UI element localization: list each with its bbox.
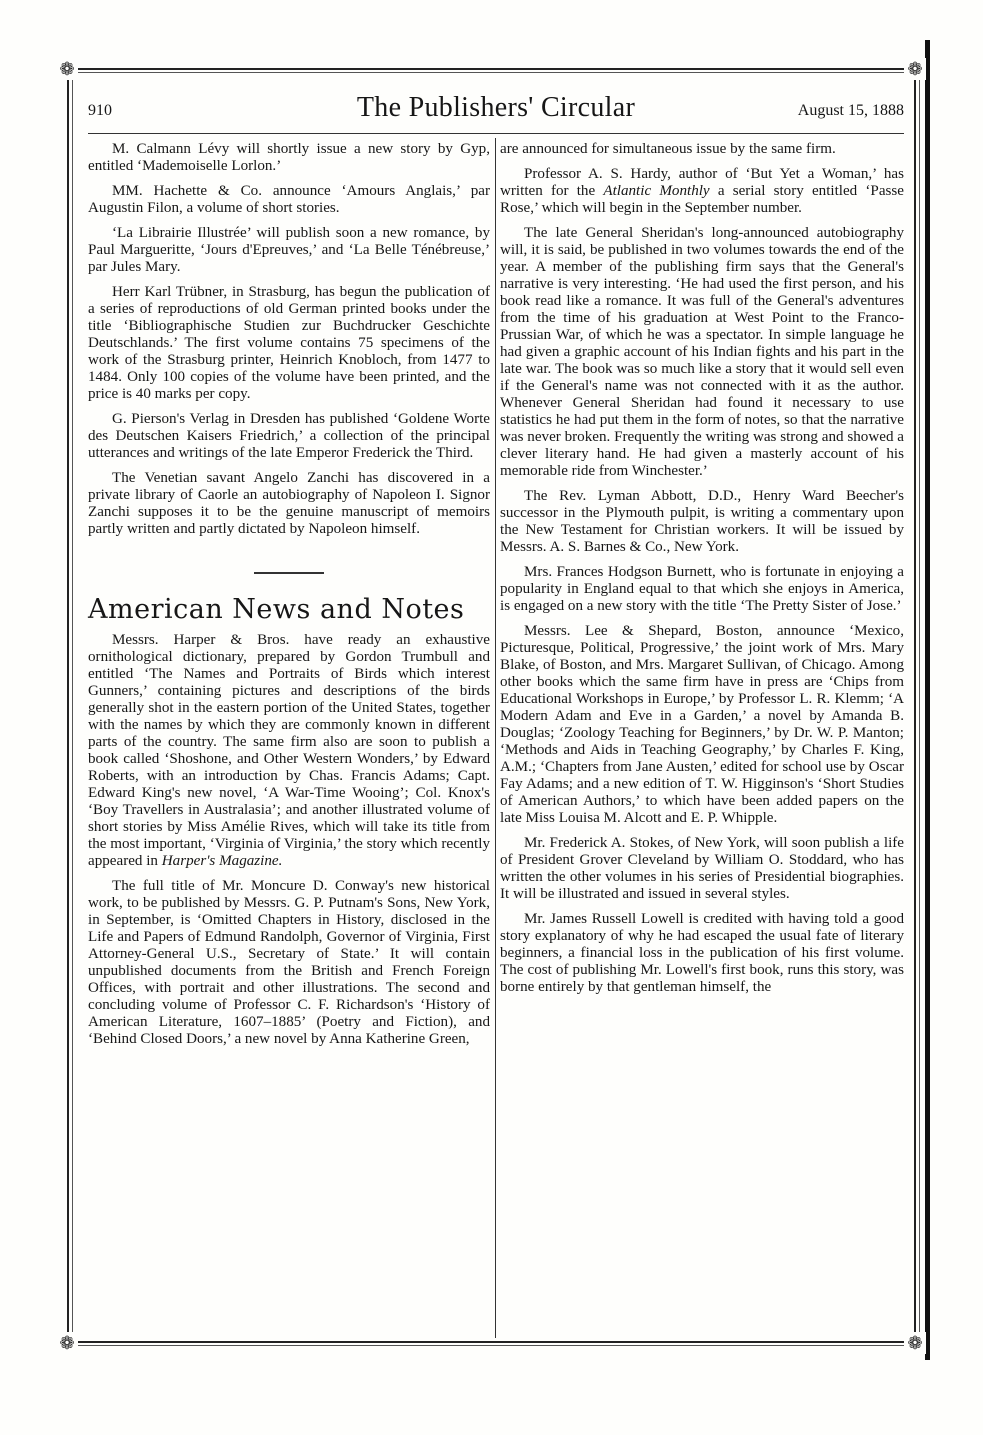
news-paragraph: MM. Hachette & Co. announce ‘Amours Anglais,’ par Augustin Filon, a volume of short stories. — [88, 183, 490, 216]
column-divider — [495, 138, 496, 1338]
frame-top-rule-inner — [58, 72, 925, 73]
news-paragraph: G. Pierson's Verlag in Dresden has published ‘Goldene Worte des Deutschen Kaisers Friedrich,’ a collection of the principal utterances and writings of the late Emperor Frederick the Third. — [88, 411, 490, 461]
corner-ornament-icon: ❁ — [56, 1332, 78, 1354]
frame-left-rule — [67, 60, 69, 1354]
news-paragraph: Herr Karl Trübner, in Strasburg, has begun the publication of a series of reproductions of old German printed books under the title ‘Bibliographische Studien zur Buchdrucker Geschichte Deutschlands.’ The first volume contains 75 specimens of the work of the Strasburg printer, Heinrich Knobloch, from 1477 to 1484. Only 100 copies of the volume have been printed, and the price is 40 marks per copy. — [88, 284, 490, 402]
news-paragraph-text: Messrs. Harper & Bros. have ready an exhaustive ornithological dictionary, prepared by Gordon Trumbull and entitled ‘The Names and Portraits of Birds which interest Gunners,’ containing pictures and descriptions of the birds generally shot in the eastern portion of the United States, together with the names by which they are commonly known in different parts of the country. The same firm also are soon to publish a book called ‘Shoshone, and Other Western Wonders,’ by Edward Roberts, with an introduction by Chas. Francis Adams; Capt. Edward King's new novel, ‘A War-Time Wooing’; Col. Knox's ‘Boy Travellers in Australasia’; and another illustrated volume of short stories by Miss Amélie Rives, which will take its title from the most important, ‘Virginia of Virginia,’ the story which recently appeared in — [88, 632, 490, 869]
magazine-title: Atlantic Monthly — [603, 183, 710, 199]
frame-top-rule — [58, 68, 925, 70]
page-edge-bar — [925, 40, 930, 1360]
header-rule — [88, 133, 904, 134]
frame-left-rule-inner — [72, 60, 73, 1354]
news-paragraph: Mr. Frederick A. Stokes, of New York, will soon publish a life of President Grover Cleveland by William O. Stoddard, who has written the other volumes in his series of Presidential biographies. It will be illustrated and issued in several styles. — [500, 835, 904, 902]
news-paragraph: The Rev. Lyman Abbott, D.D., Henry Ward Beecher's successor in the Plymouth pulpit, is writing a commentary upon the New Testament for Christian workers. It will be issued by Messrs. A. S. Barnes & Co., New York. — [500, 488, 904, 555]
news-paragraph: The full title of Mr. Moncure D. Conway's new historical work, to be published by Messrs. G. P. Putnam's Sons, New York, in September, is ‘Omitted Chapters in History, disclosed in the Life and Papers of Edmund Randolph, Governor of Virginia, First Attorney-General U.S., Secretary of State.’ It will contain unpublished documents from the British and French Foreign Offices, with portrait and other illustrations. The second and concluding volume of Professor C. F. Richardson's ‘History of American Literature, 1607–1885’ (Poetry and Fiction), and ‘Behind Closed Doors,’ a new novel by Anna Katherine Green, — [88, 878, 490, 1047]
right-column — [500, 141, 904, 996]
news-paragraph: The late General Sheridan's long-announced autobiography will, it is said, be published in two volumes towards the end of the year. A member of the publishing firm says that the General's narrative is very interesting. ‘He had used the first person, and his book read like a romance. It was full of the General's adventures from the time of his graduation at West Point to the Franco-Prussian War, of which he was a spectator. In simple language he had given a graphic account of his Indian fights and his part in the late war. The book was so much like a story that it would sell even if the General's name was not connected with it as the author. Whenever General Sheridan had found it necessary to use statistics he had put them in the form of notes, so that the narrative was never broken. Frequently the writing was strong and showed a clever literary hand. He had given a masterly account of his memorable ride from Winchester.’ — [500, 225, 904, 479]
page-header — [88, 92, 904, 126]
continued-paragraph: are announced for simultaneous issue by the same firm. — [500, 141, 836, 157]
running-title: The Publishers' Circular — [356, 92, 636, 123]
issue-date: August 15, 1888 — [797, 102, 904, 119]
frame-right-rule — [914, 60, 916, 1354]
section-heading: American News and Notes — [88, 594, 465, 625]
news-paragraph: Mr. James Russell Lowell is credited with having told a good story explanatory of why he had escaped the usual fate of literary beginners, a financial loss in the publication of his first volume. The cost of publishing Mr. Lowell's first book, runs this story, was borne entirely by that gentleman himself, the — [500, 911, 904, 995]
left-column — [88, 141, 490, 1048]
news-paragraph: Mrs. Frances Hodgson Burnett, who is fortunate in enjoying a popularity in England equal to that which she enjoys in America, is engaged on a new story with the title ‘The Pretty Sister of Jose.’ — [500, 564, 904, 614]
news-paragraph: The Venetian savant Angelo Zanchi has discovered in a private library of Caorle an autobiography of Napoleon I. Signor Zanchi supposes it to be the genuine manuscript of memoirs partly written and partly dictated by Napoleon himself. — [88, 470, 490, 537]
frame-bottom-rule — [58, 1341, 925, 1343]
news-paragraph-text: Professor A. S. Hardy, author of ‘But Yet a Woman,’ has written for the — [500, 166, 904, 199]
news-paragraph: Messrs. Lee & Shepard, Boston, announce ‘Mexico, Picturesque, Political, Progressive,’ the joint work of Mrs. Mary Blake, of Boston, and Mrs. Margaret Sullivan, of Chicago. Among other books which the same firm have in press are ‘Chips from Educational Workshops in Europe,’ by Professor L. R. Klemm; ‘A Modern Adam and Eve in a Garden,’ a novel by Amanda B. Douglas; ‘Zoology Teaching for Beginners,’ by Dr. W. P. Manton; ‘Methods and Aids in Teaching Geography,’ by Charles F. King, A.M.; ‘Chapters from Jane Austen,’ edited for school use by Oscar Fay Adams; and a new edition of T. W. Higginson's ‘Short Studies of American Authors,’ to which have been added papers on the late Miss Louisa M. Alcott and E. P. Whipple. — [500, 623, 904, 826]
page-number: 910 — [88, 102, 112, 119]
news-paragraph-text: a serial story entitled ‘Passe Rose,’ which will begin in the September number. — [500, 183, 904, 216]
news-paragraph: ‘La Librairie Illustrée’ will publish soon a new romance, by Paul Margueritte, ‘Jours d'Epreuves,’ and ‘La Belle Ténébreuse,’ par Jules Mary. — [88, 225, 490, 275]
news-paragraph — [500, 166, 904, 217]
frame-bottom-rule-inner — [58, 1345, 925, 1346]
news-paragraph: M. Calmann Lévy will shortly issue a new story by Gyp, entitled ‘Mademoiselle Lorlon.’ — [88, 141, 490, 174]
section-separator — [88, 564, 490, 574]
corner-ornament-icon: ❁ — [904, 1332, 926, 1354]
magazine-title: Harper's Magazine. — [161, 853, 283, 869]
news-paragraph — [88, 632, 490, 870]
corner-ornament-icon: ❁ — [904, 58, 926, 80]
corner-ornament-icon: ❁ — [56, 58, 78, 80]
frame-right-rule-inner — [919, 60, 920, 1354]
